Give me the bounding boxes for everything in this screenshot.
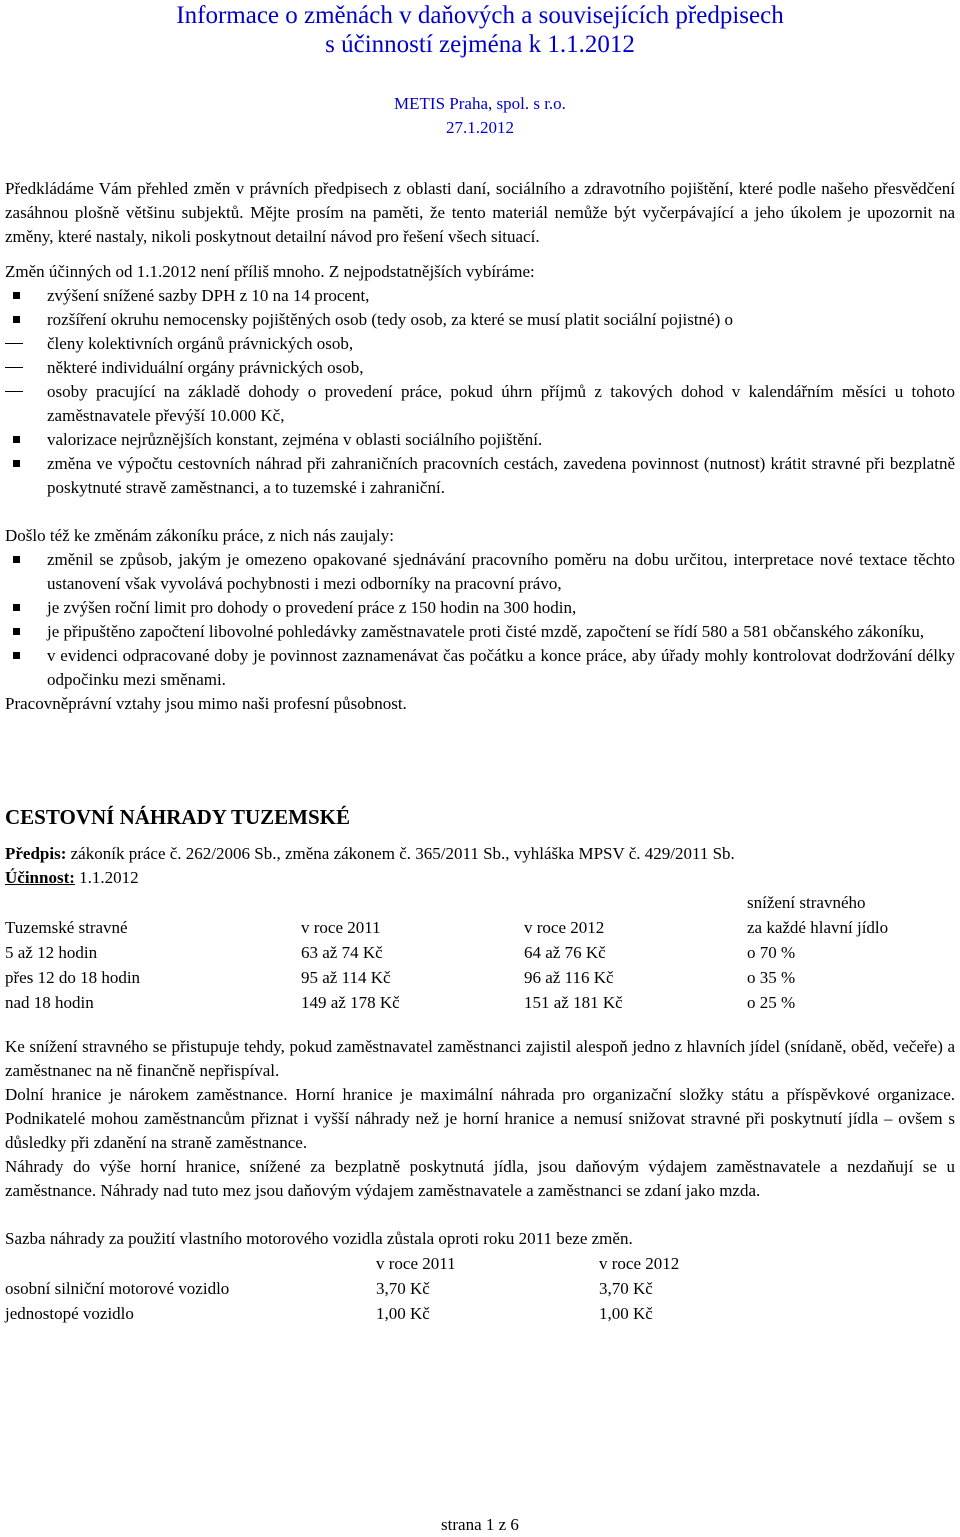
table-row xyxy=(5,940,888,965)
list-item: osoby pracující na základě dohody o provedení práce, pokud úhrn příjmů z takových dohod v kalendářním měsíci u tohoto zaměstnavatele převýší 10.000 Kč, xyxy=(5,380,955,428)
limits-paragraph: Dolní hranice je nárokem zaměstnance. Horní hranice je maximální náhrada pro organizační složky státu a příspěvkové organizace. Podnikatelé mohou zaměstnancům přiznat i vyšší náhrady než je horní hranice a nemusí snižovat stravné při poskytnutí jídla – ovšem s důsledky při zdanění na straně zaměstnance. xyxy=(5,1085,955,1152)
page-number: strana 1 z 6 xyxy=(441,1515,519,1534)
table-header-row xyxy=(5,1251,679,1276)
insured-persons-sublist xyxy=(5,332,955,428)
dash-bullet-icon xyxy=(5,367,23,368)
vehicle-rate-table xyxy=(5,1251,679,1326)
table-cell: o 25 % xyxy=(747,993,796,1012)
table-cell: 1,00 Kč xyxy=(599,1304,653,1323)
sources-label: Předpis: xyxy=(5,844,67,863)
table-row xyxy=(5,1276,679,1301)
labor-code-closing: Pracovněprávní vztahy jsou mimo naši profesní působnost. xyxy=(5,694,407,713)
table-row xyxy=(5,1301,679,1326)
table-header-cell: za každé hlavní jídlo xyxy=(747,918,889,937)
table-row xyxy=(5,965,888,990)
square-bullet-icon xyxy=(13,604,20,611)
table-cell: 1,00 Kč xyxy=(376,1304,430,1323)
reduction-paragraph: Ke snížení stravného se přistupuje tehdy, pokud zaměstnavatel zaměstnanci zajistil alespoň jedno z hlavních jídel (snídaně, oběd, večeře) a zaměstnanec na ně finančně nepřispíval. xyxy=(5,1037,955,1080)
effective-date xyxy=(5,866,955,890)
table-cell: 5 až 12 hodin xyxy=(5,943,98,962)
list-item: je připuštěno započtení libovolné pohledávky zaměstnavatele proti čisté mzdě, započtení se řídí 580 a 581 občanského zákoníku, xyxy=(5,620,955,644)
list-item: v evidenci odpracované doby je povinnost zaznamenávat čas počátku a konce práce, aby úřady mohly kontrolovat dodržování délky odpočinku mezi směnami. xyxy=(5,644,955,692)
table-header-cell: v roce 2012 xyxy=(599,1254,680,1273)
table-cell: 63 až 74 Kč xyxy=(301,943,383,962)
intro-paragraph: Předkládáme Vám přehled změn v právních předpisech z oblasti daní, sociálního a zdravotního pojištění, které podle našeho přesvědčení zasáhnou plošně většinu subjektů. Mějte prosím na paměti, že tento materiál nemůže být vyčerpávající a jeho úkolem je upozornit na změny, které nastaly, nikoli poskytnout detailní návod pro řešení všech situací. xyxy=(5,179,955,246)
table-cell: 3,70 Kč xyxy=(599,1279,653,1298)
table-header-row xyxy=(5,915,888,940)
labor-code-intro: Došlo též ke změnám zákoníku práce, z nich nás zaujaly: xyxy=(5,526,394,545)
dash-bullet-icon xyxy=(5,391,23,392)
table-cell: 95 až 114 Kč xyxy=(301,968,391,987)
table-cell: o 35 % xyxy=(747,968,796,987)
dash-bullet-icon xyxy=(5,343,23,344)
square-bullet-icon xyxy=(13,628,20,635)
list-item: valorizace nejrůznějších konstant, zejména v oblasti sociálního pojištění. xyxy=(5,428,955,452)
square-bullet-icon xyxy=(13,316,20,323)
table-header-cell: v roce 2012 xyxy=(524,918,605,937)
meal-allowance-table xyxy=(5,890,888,1015)
list-item: členy kolektivních orgánů právnických osob, xyxy=(5,332,955,356)
changes-list xyxy=(5,284,955,332)
table-cell: jednostopé vozidlo xyxy=(5,1304,134,1323)
square-bullet-icon xyxy=(13,460,20,467)
table-header-cell: snížení stravného xyxy=(747,893,866,912)
table-cell: přes 12 do 18 hodin xyxy=(5,968,141,987)
table-cell: 149 až 178 Kč xyxy=(301,993,400,1012)
table-header-cell: v roce 2011 xyxy=(301,918,381,937)
document-date: 27.1.2012 xyxy=(446,118,514,137)
document-title xyxy=(5,1,955,59)
sources-text: zákoník práce č. 262/2006 Sb., změna zákonem č. 365/2011 Sb., vyhláška MPSV č. 429/2011 Sb. xyxy=(66,844,735,863)
table-cell: 96 až 116 Kč xyxy=(524,968,614,987)
vehicle-intro: Sazba náhrady za použití vlastního motorového vozidla zůstala oproti roku 2011 beze změn. xyxy=(5,1229,633,1248)
table-row xyxy=(5,990,888,1015)
effective-label: Účinnost: xyxy=(5,868,75,887)
table-cell: 64 až 76 Kč xyxy=(524,943,606,962)
list-item: změnil se způsob, jakým je omezeno opakované sjednávání pracovního poměru na dobu určitou, interpretace nové textace těchto ustanovení však vyvolává pochybnosti i mezi odborníky na pracovní právo, xyxy=(5,548,955,596)
list-item: změna ve výpočtu cestovních náhrad při zahraničních pracovních cestách, zavedena povinnost (nutnost) krátit stravné při bezplatně poskytnuté stravě zaměstnanci, a to tuzemské i zahraniční. xyxy=(5,452,955,500)
list-item: zvýšení snížené sazby DPH z 10 na 14 procent, xyxy=(5,284,955,308)
document-page xyxy=(5,0,955,1326)
table-header-cell: v roce 2011 xyxy=(376,1254,456,1273)
square-bullet-icon xyxy=(13,556,20,563)
table-cell: o 70 % xyxy=(747,943,796,962)
legal-sources xyxy=(5,842,955,866)
title-line-2: s účinností zejména k 1.1.2012 xyxy=(325,31,635,58)
table-header-cell xyxy=(5,1251,376,1276)
square-bullet-icon xyxy=(13,436,20,443)
effective-text: 1.1.2012 xyxy=(74,868,139,887)
list-item: některé individuální orgány právnických osob, xyxy=(5,356,955,380)
list-item: je zvýšen roční limit pro dohody o provedení práce z 150 hodin na 300 hodin, xyxy=(5,596,955,620)
title-line-1: Informace o změnách v daňových a souvisejících předpisech xyxy=(176,2,784,29)
labor-code-list xyxy=(5,548,955,692)
section-heading: CESTOVNÍ NÁHRADY TUZEMSKÉ xyxy=(5,805,351,829)
table-cell: 151 až 181 Kč xyxy=(524,993,623,1012)
table-cell: nad 18 hodin xyxy=(5,993,94,1012)
table-header-cell: Tuzemské stravné xyxy=(5,918,128,937)
company-name: METIS Praha, spol. s r.o. xyxy=(394,94,566,113)
table-cell: osobní silniční motorové vozidlo xyxy=(5,1279,230,1298)
summary-line: Změn účinných od 1.1.2012 není příliš mnoho. Z nejpodstatnějších vybíráme: xyxy=(5,262,535,281)
square-bullet-icon xyxy=(13,652,20,659)
list-item: rozšíření okruhu nemocensky pojištěných osob (tedy osob, za které se musí platit sociální pojistné) o xyxy=(5,308,955,332)
changes-list-cont xyxy=(5,428,955,500)
table-cell: 3,70 Kč xyxy=(376,1279,430,1298)
square-bullet-icon xyxy=(13,292,20,299)
tax-paragraph: Náhrady do výše horní hranice, snížené za bezplatně poskytnutá jídla, jsou daňovým výdajem zaměstnavatele a nezdaňují se u zaměstnance. Náhrady nad tuto mez jsou daňovým výdajem zaměstnavatele a zaměstnanci se zdaní jako mzda. xyxy=(5,1157,955,1200)
